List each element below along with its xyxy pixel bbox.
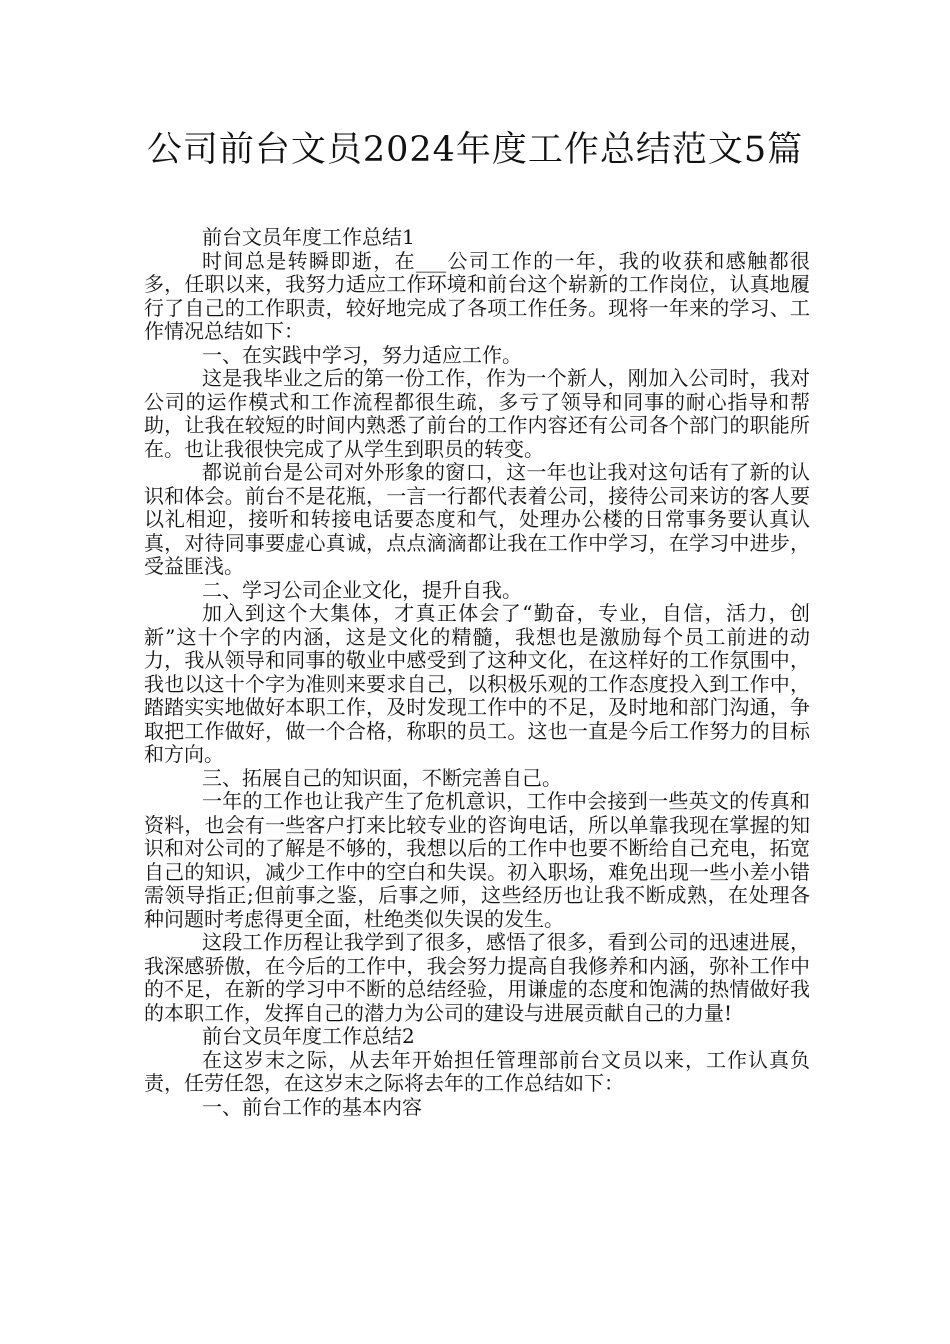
subheading: 二、学习公司企业文化，提升自我。 <box>202 577 522 602</box>
paragraph: 在这岁末之际，从去年开始担任管理部前台文员以来，工作认真负责，任劳任怨，在这岁末之际将去年的工作总结如下： <box>144 1047 810 1095</box>
paragraph: 加入到这个大集体，才真正体会了“勤奋，专业，自信，活力，创新”这十个字的内涵，这是文化的精髓，我想也是激励每个员工前进的动力，我从领导和同事的敬业中感受到了这种文化，在这样好的工作氛围中，我也以这十个字为准则来要求自己，以积极乐观的工作态度投入到工作中，踏踏实实地做好本职工作，及时发现工作中的不足，及时地和部门沟通，争取把工作做好，做一个合格，称职的员工。这也一直是今后工作努力的目标和方向。 <box>144 601 810 766</box>
document-title: 公司前台文员2024年度工作总结范文5篇 <box>146 130 804 170</box>
paragraph: 这段工作历程让我学到了很多，感悟了很多，看到公司的迅速进展，我深感骄傲，在今后的工作中，我会努力提高自我修养和内涵，弥补工作中的不足，在新的学习中不断的总结经验，用谦虚的态度和饱满的热情做好我的本职工作，发挥自己的潜力为公司的建设与进展贡献自己的力量! <box>144 930 810 1025</box>
paragraph: 都说前台是公司对外形象的窗口，这一年也让我对这句话有了新的认识和体会。前台不是花瓶，一言一行都代表着公司，接待公司来访的客人要以礼相迎，接听和转接电话要态度和气，处理办公楼的日常事务要认真认真，对待同事要虚心真诚，点点滴滴都让我在工作中学习，在学习中进步，受益匪浅。 <box>144 460 810 578</box>
paragraph: 时间总是转瞬即逝，在___公司工作的一年，我的收获和感触都很多，任职以来，我努力适应工作环境和前台这个崭新的工作岗位，认真地履行了自己的工作职责，较好地完成了各项工作任务。现将一年来的学习、工作情况总结如下： <box>144 248 810 343</box>
document-body <box>144 226 810 1119</box>
paragraph: 这是我毕业之后的第一份工作，作为一个新人，刚加入公司时，我对公司的运作模式和工作流程都很生疏，多亏了领导和同事的耐心指导和帮助，让我在较短的时间内熟悉了前台的工作内容还有公司各个部门的职能所在。也让我很快完成了从学生到职员的转变。 <box>144 366 810 461</box>
section-heading-2: 前台文员年度工作总结2 <box>202 1024 415 1048</box>
subheading: 一、前台工作的基本内容 <box>202 1094 422 1119</box>
subheading: 一、在实践中学习，努力适应工作。 <box>202 342 522 367</box>
paragraph: 一年的工作也让我产生了危机意识，工作中会接到一些英文的传真和资料，也会有一些客户打来比较专业的咨询电话，所以单靠我现在掌握的知识和对公司的了解是不够的，我想以后的工作中也要不断给自己充电，拓宽自己的知识，减少工作中的空白和失误。初入职场，难免出现一些小差小错需领导指正;但前事之鉴，后事之师，这些经历也让我不断成熟，在处理各种问题时考虑得更全面，杜绝类似失误的发生。 <box>144 789 810 931</box>
section-heading-1: 前台文员年度工作总结1 <box>202 225 415 249</box>
subheading: 三、拓展自己的知识面，不断完善自己。 <box>202 765 562 790</box>
